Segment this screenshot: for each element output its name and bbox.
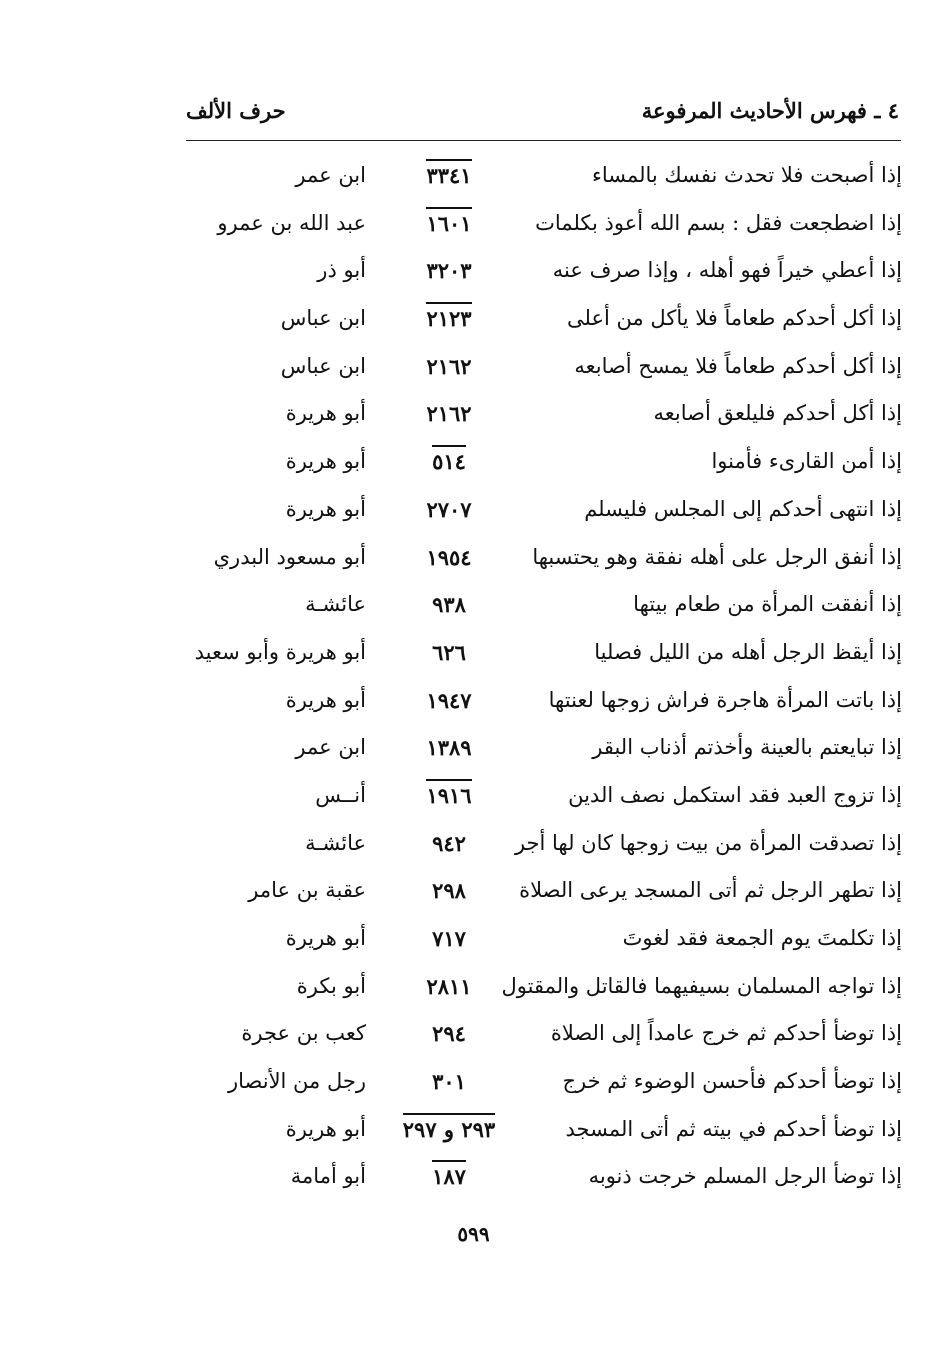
hadith-text: إذا أنفق الرجل على أهله نفقة وهو يحتسبها bbox=[532, 544, 902, 569]
hadith-number-value: ٣٢٠٣ bbox=[426, 258, 472, 284]
hadith-number bbox=[398, 343, 500, 391]
hadith-number bbox=[398, 534, 500, 582]
narrator-name: ابن عباس bbox=[280, 353, 366, 378]
hadith-number bbox=[398, 677, 500, 725]
narrator-name: أبو هريرة bbox=[285, 449, 366, 474]
hadith-text: إذا اضطجعت فقل : بسم الله أعوذ بكلمات bbox=[535, 210, 902, 235]
index-row bbox=[0, 820, 947, 868]
hadith-text: إذا توضأ أحدكم ثم خرج عامداً إلى الصلاة bbox=[550, 1021, 902, 1046]
narrator-name: أبو هريرة bbox=[285, 496, 366, 521]
hadith-number-value: ٢٨١١ bbox=[426, 973, 472, 999]
narrator-name: عائشـة bbox=[305, 830, 366, 855]
hadith-number-value: ٢٧٠٧ bbox=[426, 496, 472, 522]
hadith-text: إذا أمن القارىء فأمنوا bbox=[711, 449, 902, 474]
hadith-number-value: ٥١٤ bbox=[432, 445, 466, 475]
index-row bbox=[0, 581, 947, 629]
hadith-text: إذا أنفقت المرأة من طعام بيتها bbox=[633, 592, 902, 617]
hadith-number bbox=[398, 867, 500, 915]
narrator-name: أبو هريرة bbox=[285, 1116, 366, 1141]
hadith-text: إذا تكلمتَ يوم الجمعة فقد لغوتَ bbox=[622, 926, 902, 950]
hadith-number bbox=[398, 1010, 500, 1058]
hadith-text: إذا باتت المرأة هاجرة فراش زوجها لعنتها bbox=[548, 687, 902, 712]
hadith-number bbox=[398, 247, 500, 295]
index-row bbox=[0, 1058, 947, 1106]
hadith-number bbox=[398, 438, 500, 486]
hadith-text: إذا تزوج العبد فقد استكمل نصف الدين bbox=[568, 782, 902, 807]
index-row bbox=[0, 247, 947, 295]
hadith-number-value: ٢١٦٢ bbox=[426, 401, 472, 427]
page-number: ٥٩٩ bbox=[457, 1222, 490, 1246]
index-row bbox=[0, 390, 947, 438]
index-row bbox=[0, 772, 947, 820]
narrator-name: أبو أمامة bbox=[290, 1164, 366, 1189]
narrator-name: أبو مسعود البدري bbox=[213, 544, 366, 569]
hadith-number bbox=[398, 772, 500, 820]
hadith-number-value: ٢٩٨ bbox=[432, 878, 466, 904]
hadith-text: إذا انتهى أحدكم إلى المجلس فليسلم bbox=[584, 496, 902, 521]
index-row bbox=[0, 295, 947, 343]
hadith-number-value: ٦٢٦ bbox=[432, 639, 466, 665]
hadith-number bbox=[398, 486, 500, 534]
narrator-name: أبو هريرة bbox=[285, 401, 366, 426]
hadith-text: إذا أعطي خيراً فهو أهله ، وإذا صرف عنه bbox=[552, 258, 902, 283]
index-row bbox=[0, 629, 947, 677]
hadith-number bbox=[398, 390, 500, 438]
hadith-number bbox=[398, 581, 500, 629]
hadith-text: إذا أيقظ الرجل أهله من الليل فصليا bbox=[594, 639, 902, 664]
narrator-name: أبو هريرة وأبو سعيد bbox=[194, 639, 366, 664]
narrator-name: رجل من الأنصار bbox=[227, 1069, 366, 1094]
narrator-name: عائشـة bbox=[305, 592, 366, 617]
index-row bbox=[0, 200, 947, 248]
index-row bbox=[0, 152, 947, 200]
header-divider bbox=[186, 140, 901, 141]
index-row bbox=[0, 867, 947, 915]
hadith-number bbox=[398, 152, 500, 200]
narrator-name: أبو هريرة bbox=[285, 926, 366, 950]
section-title: ٤ ـ فهرس الأحاديث المرفوعة bbox=[641, 98, 899, 123]
hadith-text: إذا تواجه المسلمان بسيفيهما فالقاتل والمقتول bbox=[501, 973, 902, 998]
hadith-number bbox=[398, 1153, 500, 1201]
hadith-text: إذا توضأ أحدكم في بيته ثم أتى المسجد bbox=[565, 1116, 902, 1141]
index-row bbox=[0, 343, 947, 391]
hadith-number-value: ٢١٢٣ bbox=[426, 302, 471, 332]
narrator-name: أبو ذر bbox=[317, 258, 366, 283]
narrator-name: كعب بن عجرة bbox=[241, 1021, 366, 1046]
narrator-name: أبو بكرة bbox=[296, 973, 366, 998]
hadith-number-value: ٢٩٤ bbox=[432, 1021, 466, 1047]
hadith-number-value: ٧١٧ bbox=[432, 926, 466, 951]
hadith-number-value: ١٩٤٧ bbox=[426, 687, 472, 713]
narrator-name: ابن عمر bbox=[295, 735, 366, 760]
hadith-number bbox=[398, 963, 500, 1011]
hadith-text: إذا توضأ الرجل المسلم خرجت ذنوبه bbox=[588, 1164, 902, 1189]
narrator-name: ابن عباس bbox=[280, 306, 366, 331]
index-row bbox=[0, 1106, 947, 1154]
hadith-number-value: ٩٤٢ bbox=[432, 830, 466, 856]
hadith-number bbox=[398, 629, 500, 677]
hadith-number-value: ١٩٥٤ bbox=[426, 544, 472, 570]
index-row bbox=[0, 1010, 947, 1058]
hadith-text: إذا أكل أحدكم طعاماً فلا يأكل من أعلى bbox=[567, 306, 902, 331]
hadith-number-value: ٢٩٣ و ٢٩٧ bbox=[403, 1113, 495, 1143]
hadith-number bbox=[398, 295, 500, 343]
letter-title: حرف الألف bbox=[186, 98, 286, 123]
hadith-number bbox=[398, 1106, 500, 1154]
narrator-name: عقبة بن عامر bbox=[248, 878, 366, 903]
hadith-text: إذا أصبحت فلا تحدث نفسك بالمساء bbox=[591, 163, 902, 187]
hadith-number bbox=[398, 200, 500, 248]
index-row bbox=[0, 724, 947, 772]
hadith-number bbox=[398, 820, 500, 868]
hadith-number-value: ١٣٨٩ bbox=[426, 735, 472, 761]
hadith-number-value: ٣٣٤١ bbox=[426, 159, 471, 189]
hadith-text: إذا توضأ أحدكم فأحسن الوضوء ثم خرج bbox=[562, 1069, 902, 1094]
index-row bbox=[0, 963, 947, 1011]
hadith-text: إذا تطهر الرجل ثم أتى المسجد يرعى الصلاة bbox=[519, 878, 902, 903]
index-row bbox=[0, 534, 947, 582]
hadith-text: إذا تصدقت المرأة من بيت زوجها كان لها أجر bbox=[514, 830, 902, 855]
index-row bbox=[0, 1153, 947, 1201]
hadith-number-value: ٢١٦٢ bbox=[426, 353, 472, 379]
index-row bbox=[0, 677, 947, 725]
hadith-number-value: ١٩١٦ bbox=[426, 779, 471, 809]
hadith-number bbox=[398, 915, 500, 963]
narrator-name: أنــس bbox=[315, 782, 366, 807]
index-row bbox=[0, 915, 947, 963]
hadith-number-value: ١٦٠١ bbox=[426, 207, 471, 237]
index-row bbox=[0, 438, 947, 486]
hadith-text: إذا أكل أحدكم طعاماً فلا يمسح أصابعه bbox=[574, 353, 902, 378]
hadith-text: إذا أكل أحدكم فليلعق أصابعه bbox=[653, 401, 902, 426]
hadith-number-value: ١٨٧ bbox=[432, 1160, 466, 1190]
hadith-text: إذا تبايعتم بالعينة وأخذتم أذناب البقر bbox=[592, 735, 902, 760]
narrator-name: أبو هريرة bbox=[285, 687, 366, 712]
index-row bbox=[0, 486, 947, 534]
hadith-number bbox=[398, 1058, 500, 1106]
hadith-index-list bbox=[0, 152, 947, 1201]
hadith-number-value: ٣٠١ bbox=[432, 1069, 466, 1095]
narrator-name: ابن عمر bbox=[295, 163, 366, 187]
hadith-number bbox=[398, 724, 500, 772]
hadith-number-value: ٩٣٨ bbox=[432, 592, 466, 618]
narrator-name: عبد الله بن عمرو bbox=[217, 210, 366, 235]
